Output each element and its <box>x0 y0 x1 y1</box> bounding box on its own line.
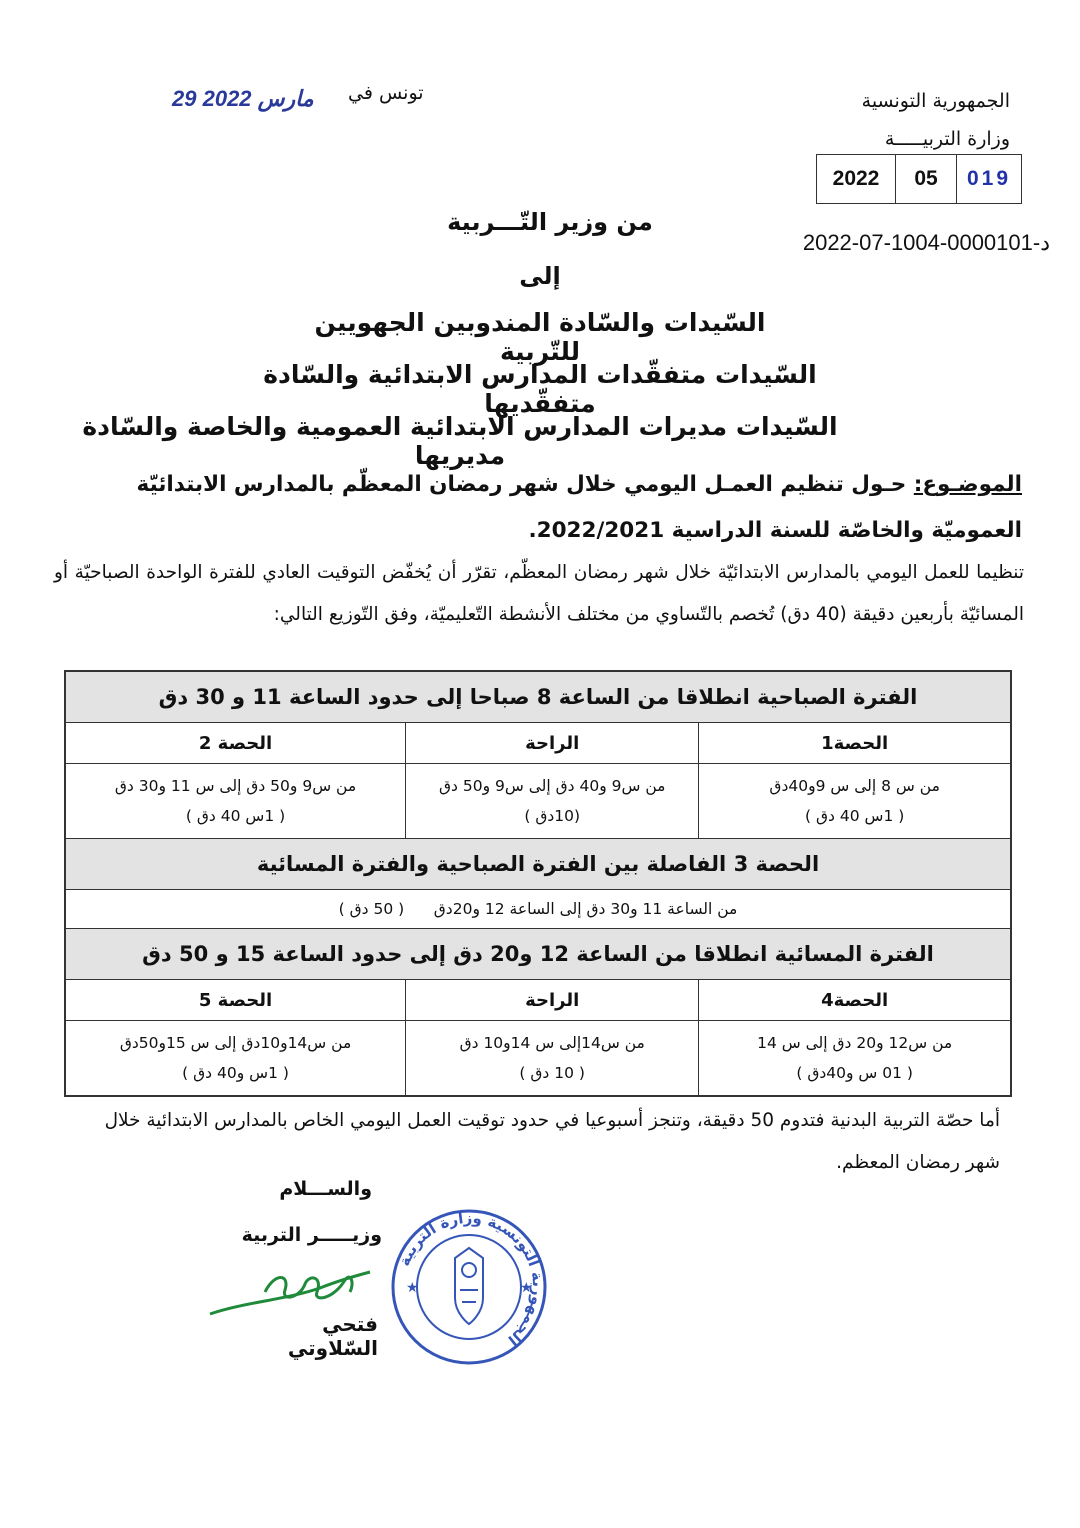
document-code: د-0000101-1004-07-2022 <box>802 230 1050 255</box>
table-cell <box>65 1021 406 1097</box>
table-row <box>65 764 1011 839</box>
cell-duration: (10دق ) <box>524 807 581 825</box>
cell-duration: ( 01 س و40دق ) <box>796 1064 913 1082</box>
reference-box <box>816 154 1022 204</box>
table-cell <box>406 764 699 839</box>
table-row <box>65 929 1011 980</box>
column-header: الحصة 2 <box>65 723 406 764</box>
table-row <box>65 671 1011 723</box>
table-row <box>65 980 1011 1021</box>
middle-period-time: من الساعة 11 و30 دق إلى الساعة 12 و20دق <box>433 900 738 918</box>
cell-duration: ( 1س و40 دق ) <box>182 1064 289 1082</box>
svg-text:★: ★ <box>520 1280 533 1296</box>
cell-duration: ( 10 دق ) <box>519 1064 585 1082</box>
cell-duration: ( 1س 40 دق ) <box>805 807 905 825</box>
table-cell <box>65 890 1011 929</box>
table-row <box>65 1021 1011 1097</box>
ministry-name: وزارة التربيـــــة <box>884 128 1010 150</box>
recipient-line: السّيدات مديرات المدارس الابتدائية العمومية والخاصة والسّادة مديريها <box>82 412 838 470</box>
table-row <box>65 839 1011 890</box>
cell-duration: ( 1س 40 دق ) <box>185 807 286 825</box>
date-stamp: 29 مارس 2022 <box>172 86 314 111</box>
afternoon-period-title: الفترة المسائية انطلاقا من الساعة 12 و20 دق إلى حدود الساعة 15 و 50 دق <box>65 929 1011 980</box>
morning-period-title: الفترة الصباحية انطلاقا من الساعة 8 صباحا إلى حدود الساعة 11 و 30 دق <box>65 671 1011 723</box>
recipient-line: السّيدات متفقّدات المدارس الابتدائية والسّادة متفقّديها <box>263 360 817 418</box>
minister-title: وزيـــــر التربية <box>241 1224 382 1246</box>
table-cell <box>699 1021 1011 1097</box>
column-header: الراحة <box>406 980 699 1021</box>
cell-time: من س12 و20 دق إلى س 14 <box>757 1034 953 1052</box>
to-line: إلى <box>519 262 561 290</box>
intro-paragraph: تنظيما للعمل اليومي بالمدارس الابتدائيّة خلال شهر رمضان المعظّم، تقرّر أن يُخفّض التوقيت العادي للفترة الواحدة الصباحيّة أو المسائيّة بأربعين دقيقة (40 دق) تُخصم بالتّساوي من مختلف الأنشطة التّعليميّة، وفق التّوزيع التالي: <box>54 562 1024 625</box>
greeting: والســـلام <box>279 1178 372 1200</box>
subject-text: حـول تنظيم العمـل اليومي خلال شهر رمضان المعظّم بالمدارس الابتدائيّة العموميّة والخاصّة للسنة الدراسية 2022/2021. <box>136 472 1022 543</box>
reference-year: 2022 <box>817 155 896 203</box>
table-row <box>65 890 1011 929</box>
middle-period-duration: ( 50 دق ) <box>338 900 405 918</box>
column-header: الحصة 5 <box>65 980 406 1021</box>
country-name: الجمهورية التونسية <box>861 90 1010 112</box>
place-label: تونس في <box>348 82 424 104</box>
ministry-seal <box>388 1206 550 1368</box>
from-line: من وزير التّـــربية <box>447 208 653 236</box>
cell-time: من س14و10دق إلى س 15و50دق <box>119 1034 352 1052</box>
reference-number: 019 <box>966 167 1012 190</box>
schedule-table <box>64 670 1012 1097</box>
middle-period-title: الحصة 3 الفاصلة بين الفترة الصباحية والفترة المسائية <box>65 839 1011 890</box>
seal-text: الجمهورية التونسية وزارة التربية <box>395 1208 548 1350</box>
subject <box>52 462 1022 554</box>
ministry-header <box>862 82 1010 158</box>
subject-label: الموضـوع: <box>913 472 1022 497</box>
column-header: الحصة4 <box>699 980 1011 1021</box>
table-row <box>65 723 1011 764</box>
cell-time: من س14إلى س 14و10 دق <box>459 1034 645 1052</box>
minister-name: فتحي السّلاوتي <box>287 1312 378 1360</box>
table-cell <box>406 1021 699 1097</box>
cell-time: من س9 و50 دق إلى س 11 و30 دق <box>114 777 357 795</box>
recipient-line: السّيدات والسّادة المندوبين الجهويين للتّربية <box>314 308 766 366</box>
table-cell <box>65 764 406 839</box>
closing-note: أما حصّة التربية البدنية فتدوم 50 دقيقة، وتنجز أسبوعيا في حدود توقيت العمل اليومي الخاص بالمدارس الابتدائية خلال شهر رمضان المعظم. <box>104 1110 1000 1173</box>
reference-month: 05 <box>896 155 957 203</box>
column-header: الحصة1 <box>699 723 1011 764</box>
column-header: الراحة <box>406 723 699 764</box>
table-cell <box>699 764 1011 839</box>
svg-text:★: ★ <box>406 1280 419 1296</box>
cell-time: من س9 و40 دق إلى س9 و50 دق <box>438 777 666 795</box>
cell-time: من س 8 إلى س 9و40دق <box>769 777 940 795</box>
